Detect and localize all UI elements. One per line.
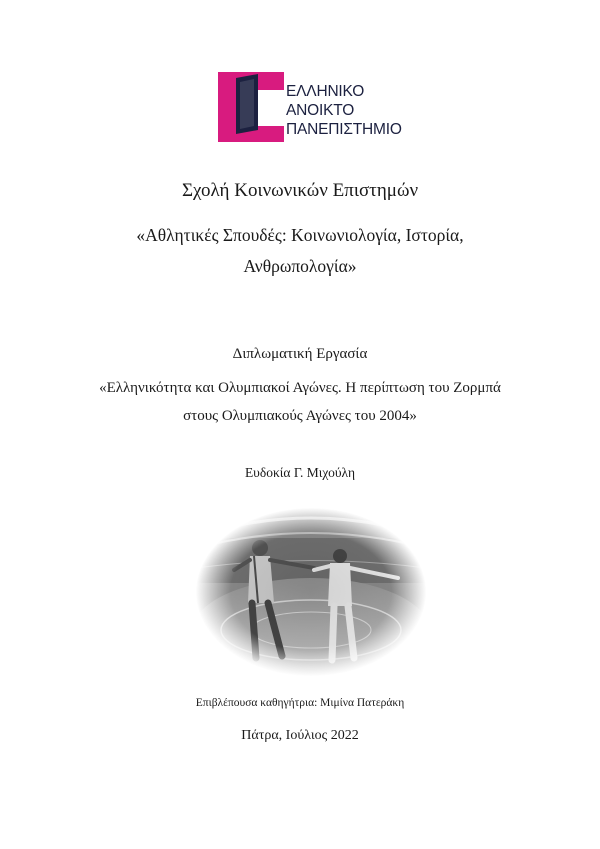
thesis-title-line-2: στους Ολυμπιακούς Αγώνες του 2004»	[183, 408, 417, 424]
logo-line-2: ΑΝΟΙΚΤΟ	[286, 102, 355, 119]
cover-photo	[196, 508, 426, 676]
place-and-date: Πάτρα, Ιούλιος 2022	[241, 728, 359, 743]
thesis-type: Διπλωματική Εργασία	[232, 346, 368, 362]
school-name: Σχολή Κοινωνικών Επιστημών	[181, 180, 419, 201]
logo-line-1: ΕΛΛΗΝΙΚΟ	[286, 83, 365, 100]
dancers-photo-image	[196, 508, 426, 676]
university-logo-text	[286, 82, 402, 139]
logo-line-3: ΠΑΝΕΠΙΣΤΗΜΙΟ	[286, 121, 402, 138]
university-logo	[218, 70, 408, 144]
author-name: Ευδοκία Γ. Μιχούλη	[244, 465, 356, 480]
program-name-line-1: «Αθλητικές Σπουδές: Κοινωνιολογία, Ιστορία,	[136, 225, 464, 245]
program-name-line-2: Ανθρωπολογία»	[243, 256, 357, 276]
thesis-title-line-1: «Ελληνικότητα και Ολυμπιακοί Αγώνες. Η περίπτωση του Ζορμπά	[99, 380, 501, 396]
university-logo-icon	[218, 70, 288, 144]
supervisor: Επιβλέπουσα καθηγήτρια: Μιμίνα Πατεράκη	[195, 697, 405, 709]
